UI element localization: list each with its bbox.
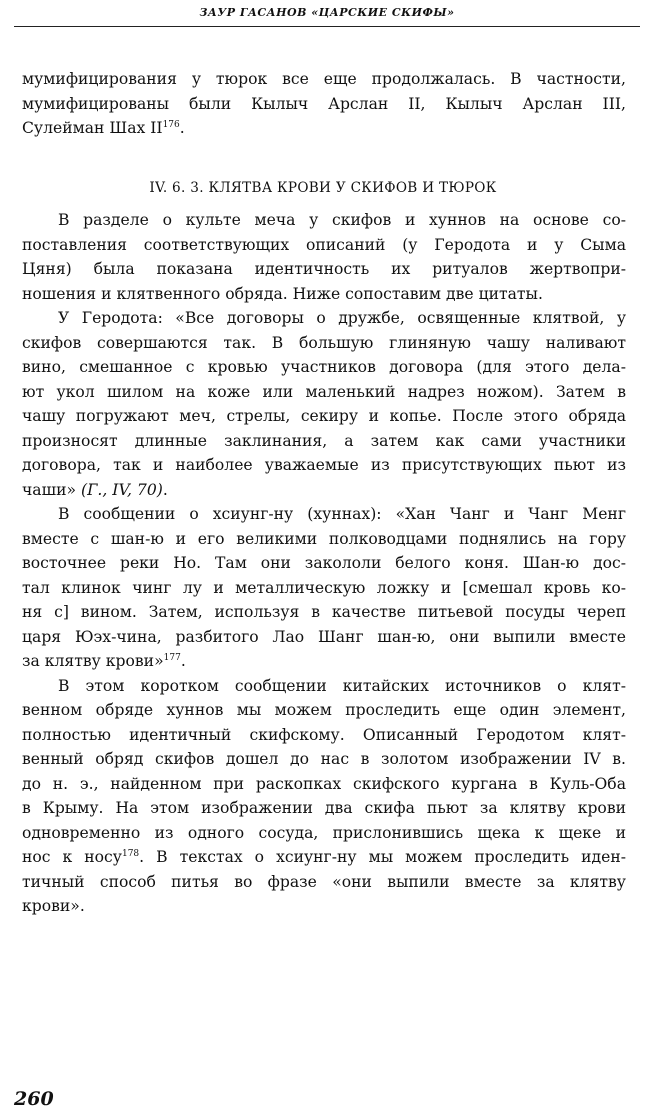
text-fragment: нос к носу	[22, 848, 122, 866]
text-line: за клятву крови»$^{177}$.	[22, 652, 186, 670]
text-line: восточнее реки Но. Там они закололи белого коня. Шан-ю дос-	[22, 554, 626, 572]
citation: (Г., IV, 70)	[81, 480, 163, 499]
text-line: царя Юэх-чина, разбитого Лао Шанг шан-ю, они выпили вместе	[22, 627, 626, 646]
section-heading: IV. 6. 3. КЛЯТВА КРОВИ У СКИФОВ И ТЮРОК	[149, 180, 497, 196]
text-line: вместе с шан-ю и его великими полководцами поднялись на гору	[22, 529, 626, 548]
footnote-ref-176: 176	[162, 120, 180, 130]
text-fragment: за клятву крови»	[22, 652, 164, 670]
text-line: мумифицирования у тюрок все еще продолжалась. В частности,	[22, 70, 626, 88]
text-line: венный обряд скифов дошел до нас в золотом изображении IV в.	[22, 750, 626, 768]
paragraph-5	[22, 674, 626, 919]
paragraph-1	[22, 67, 626, 141]
text-fragment: чаши»	[22, 480, 77, 499]
text-line: мумифицированы были Кылыч Арслан II, Кылыч Арслан III,	[22, 94, 626, 113]
text-line: В этом коротком сообщении китайских источников о клят-	[58, 676, 626, 695]
text-line: скифов совершаются так. В большую глиняную чашу наливают	[22, 333, 626, 352]
text-line	[22, 478, 626, 503]
text-line: произносят длинные заклинания, а затем как сами участники	[22, 431, 626, 450]
text-line	[22, 845, 626, 870]
text-line: крови».	[22, 897, 85, 915]
footnote-ref-178: 178	[121, 849, 140, 859]
text-line: одновременно из одного сосуда, прислонившись щека к щеке и	[22, 823, 626, 842]
text-fragment: Сулейман Шах II	[22, 119, 163, 137]
running-header	[14, 0, 640, 27]
text-line: ют укол шилом на коже или маленький надрез ножом). Затем в	[22, 382, 626, 401]
text-line: венном обряде хуннов мы можем проследить еще один элемент,	[22, 701, 626, 719]
text-line: вино, смешанное с кровью участников договора (для этого дела-	[22, 358, 626, 376]
text-line: договора, так и наиболее уважаемые из присутствующих пьют из	[22, 456, 626, 474]
text-line: Цяня) была показана идентичность их ритуалов жертвопри-	[22, 260, 626, 278]
page-number: 260	[14, 1088, 54, 1110]
text-line: В сообщении о хсиунг-ну (хуннах): «Хан Чанг и Чанг Менг	[58, 505, 626, 523]
text-line: полностью идентичный скифскому. Описанный Геродотом клят-	[22, 725, 626, 744]
text-line: поставления соответствующих описаний (у Геродота и у Сыма	[22, 235, 626, 254]
text-line: ня с] вином. Затем, используя в качестве питьевой посуды череп	[22, 603, 626, 621]
running-title: ЗАУР ГАСАНОВ «ЦАРСКИЕ СКИФЫ»	[199, 6, 455, 19]
text-line: В разделе о культе меча у скифов и хуннов на основе со-	[58, 211, 626, 229]
text-line: в Крыму. На этом изображении два скифа пьют за клятву крови	[22, 799, 626, 817]
text-line: У Геродота: «Все договоры о дружбе, освященные клятвой, у	[58, 309, 626, 327]
footnote-ref-177: 177	[163, 653, 181, 663]
paragraph-3	[22, 306, 626, 502]
text-fragment: . В текстах о хсиунг-ну мы можем проследить иден-	[139, 848, 626, 866]
text-line: Сулейман Шах II$^{176}$.	[22, 119, 185, 137]
text-line: ношения и клятвенного обряда. Ниже сопоставим две цитаты.	[22, 284, 543, 303]
paragraph-2	[22, 208, 626, 306]
paragraph-4	[22, 502, 626, 674]
text-line: до н. э., найденном при раскопках скифского кургана в Куль-Оба	[22, 774, 626, 793]
text-line: тичный способ питья во фразе «они выпили вместе за клятву	[22, 872, 626, 891]
text-line: тал клинок чинг лу и металлическую ложку и [смешал кровь ко-	[22, 578, 626, 597]
text-line: чашу погружают меч, стрелы, секиру и копье. После этого обряда	[22, 407, 626, 425]
body-text	[22, 208, 626, 919]
text-fragment: .	[162, 480, 168, 499]
